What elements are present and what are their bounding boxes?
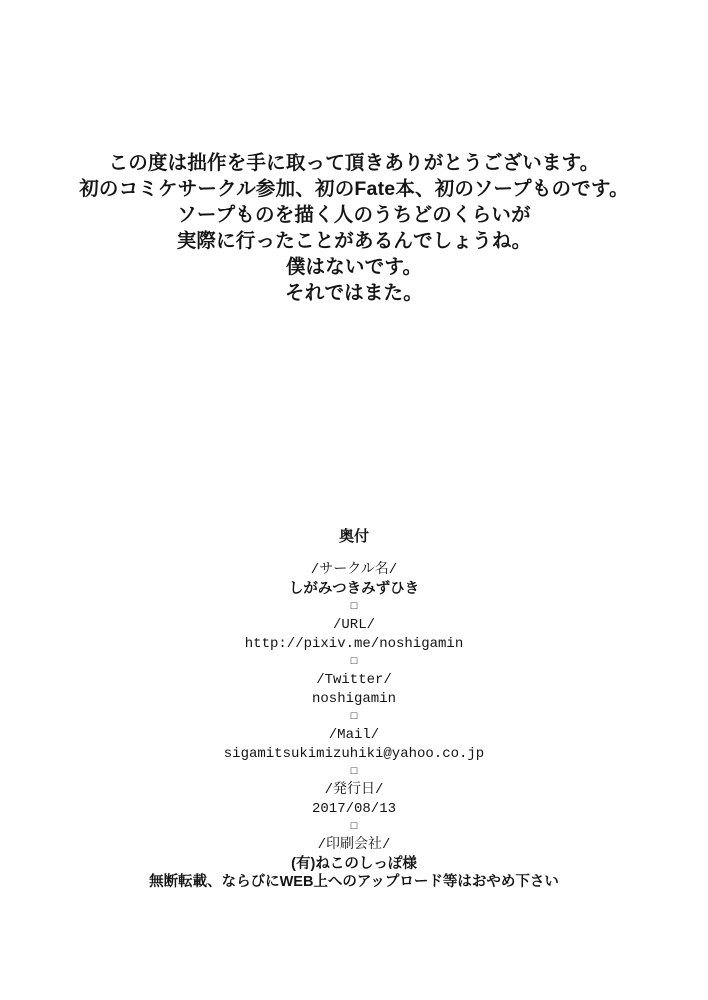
colophon-label-circle-name: /サークル名/ — [310, 562, 398, 578]
colophon-label-mail: /Mail/ — [328, 727, 380, 743]
afterword-block — [0, 150, 708, 306]
colophon-value-publish-date: 2017/08/13 — [311, 801, 396, 817]
colophon-value-mail[interactable]: sigamitsukimizuhiki@yahoo.co.jp — [223, 746, 485, 762]
colophon-label-twitter: /Twitter/ — [316, 672, 392, 688]
colophon-separator: □ — [350, 711, 358, 723]
colophon-label-publish-date: /発行日/ — [324, 782, 384, 798]
colophon-separator: □ — [350, 821, 358, 833]
colophon-block — [0, 527, 708, 874]
colophon-separator: □ — [350, 766, 358, 778]
afterword-line: 初のコミケサークル参加、初のFate本、初のソープものです。 — [79, 178, 629, 200]
colophon-separator: □ — [350, 656, 358, 668]
colophon-label-url: /URL/ — [332, 617, 375, 633]
colophon-separator: □ — [350, 601, 358, 613]
colophon-title: 奥付 — [338, 528, 369, 545]
colophon-value-twitter[interactable]: noshigamin — [311, 691, 396, 707]
afterword-line: それではまた。 — [285, 282, 423, 304]
afterword-line: この度は拙作を手に取って頂きありがとうございます。 — [108, 152, 600, 174]
colophon-value-circle-name: しがみつきみずひき — [288, 581, 420, 597]
colophon-label-printer: /印刷会社/ — [317, 837, 391, 853]
afterword-line: ソープものを描く人のうちどのくらいが — [177, 204, 531, 226]
colophon-value-printer: (有)ねこのしっぽ様 — [291, 856, 417, 872]
afterword-line: 僕はないです。 — [285, 256, 423, 278]
afterword-line: 実際に行ったことがあるんでしょうね。 — [176, 230, 532, 252]
reproduction-notice: 無断転載、ならびにWEB上へのアップロード等はおやめ下さい — [149, 874, 559, 890]
colophon-value-url[interactable]: http://pixiv.me/noshigamin — [244, 636, 464, 652]
